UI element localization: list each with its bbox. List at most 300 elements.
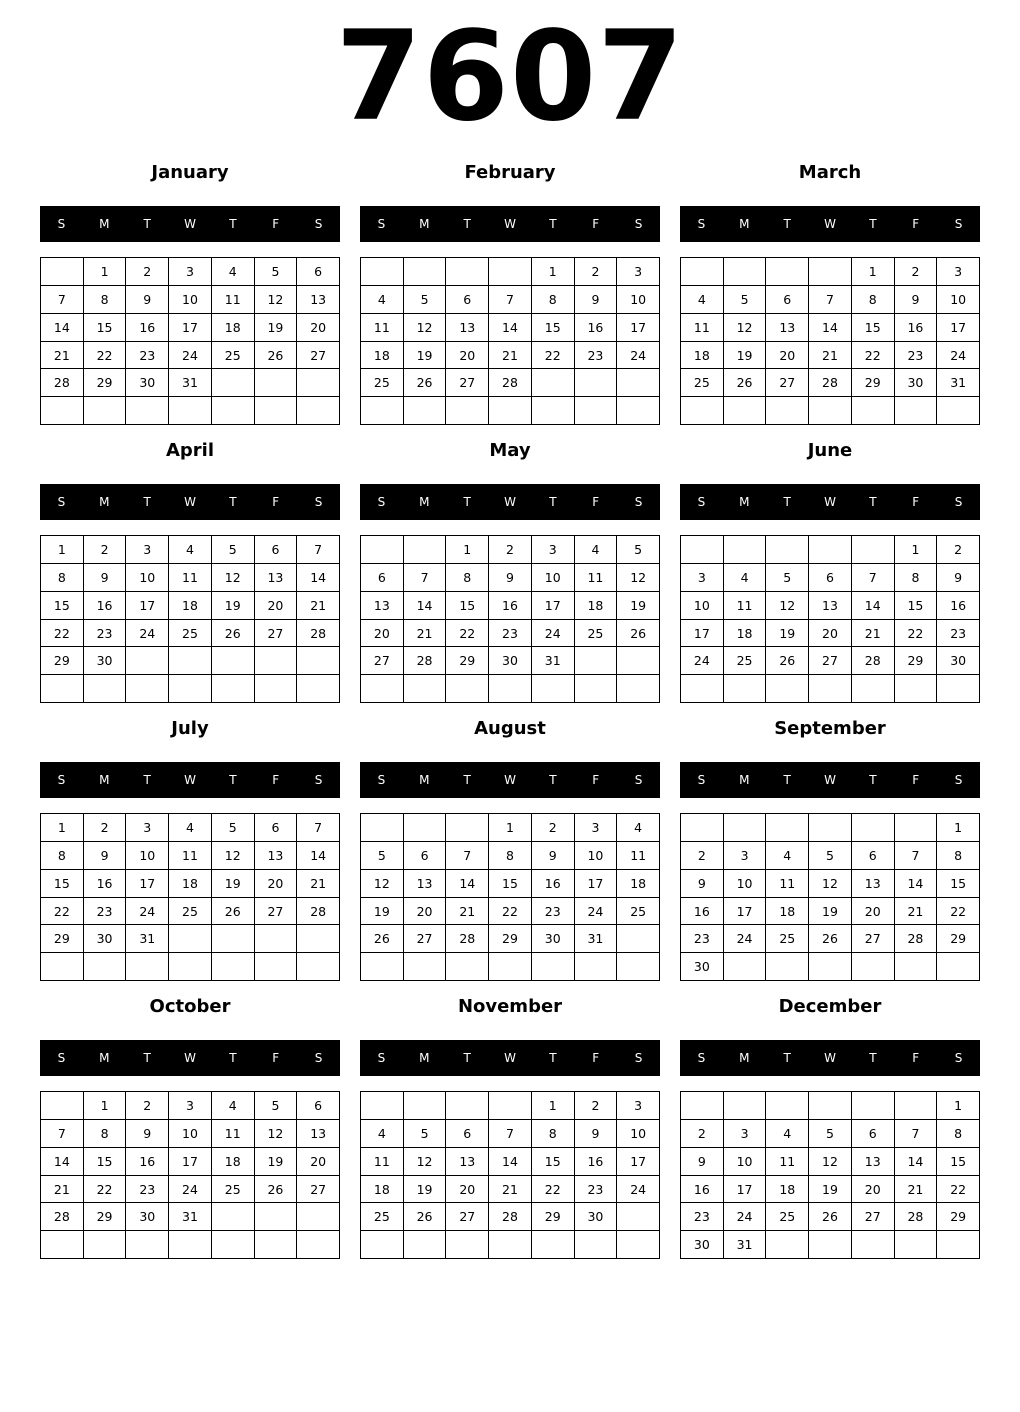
day-cell: 8 <box>937 1120 980 1148</box>
empty-cell <box>255 675 298 703</box>
day-cell: 19 <box>404 342 447 370</box>
weekday-header <box>680 206 980 242</box>
day-cell: 26 <box>212 898 255 926</box>
day-cell: 23 <box>575 342 618 370</box>
day-cell: 2 <box>84 814 127 842</box>
day-cell: 13 <box>404 870 447 898</box>
empty-cell <box>169 953 212 981</box>
weekday-label: T <box>869 773 877 787</box>
empty-cell <box>532 953 575 981</box>
day-cell: 2 <box>575 258 618 286</box>
day-cell: 16 <box>681 1176 724 1204</box>
day-cell: 31 <box>724 1231 767 1259</box>
empty-cell <box>212 953 255 981</box>
day-cell: 15 <box>41 592 84 620</box>
weekday-header <box>360 484 660 520</box>
weekday-label: M <box>419 217 430 231</box>
day-cell: 1 <box>41 536 84 564</box>
day-cell: 2 <box>532 814 575 842</box>
day-cell: 11 <box>212 1120 255 1148</box>
day-cell: 19 <box>766 620 809 648</box>
weekday-label: S <box>634 495 643 509</box>
empty-cell <box>169 397 212 425</box>
day-cell: 15 <box>852 314 895 342</box>
day-cell: 28 <box>446 925 489 953</box>
month-name: December <box>778 996 882 1017</box>
empty-cell <box>809 953 852 981</box>
day-cell: 29 <box>41 647 84 675</box>
empty-cell <box>617 675 660 703</box>
empty-cell <box>489 397 532 425</box>
empty-cell <box>361 258 404 286</box>
empty-cell <box>169 1231 212 1259</box>
day-cell: 9 <box>681 870 724 898</box>
day-cell: 2 <box>681 1120 724 1148</box>
day-grid <box>680 535 980 703</box>
empty-cell <box>361 536 404 564</box>
day-cell: 25 <box>361 1203 404 1231</box>
weekday-label: F <box>912 495 920 509</box>
day-cell: 17 <box>724 898 767 926</box>
day-cell: 23 <box>681 1203 724 1231</box>
weekday-label: W <box>504 217 516 231</box>
day-cell: 27 <box>361 647 404 675</box>
empty-cell <box>212 1231 255 1259</box>
day-cell: 8 <box>852 286 895 314</box>
day-cell: 21 <box>809 342 852 370</box>
empty-cell <box>84 397 127 425</box>
day-cell: 7 <box>446 842 489 870</box>
weekday-label: F <box>592 495 600 509</box>
day-cell: 18 <box>212 314 255 342</box>
weekday-label: W <box>824 773 836 787</box>
weekday-label: T <box>143 773 151 787</box>
day-cell: 25 <box>681 369 724 397</box>
weekday-label: T <box>783 495 791 509</box>
weekday-label: S <box>314 495 323 509</box>
day-cell: 28 <box>297 898 340 926</box>
empty-cell <box>404 675 447 703</box>
empty-cell <box>489 953 532 981</box>
day-cell: 3 <box>681 564 724 592</box>
weekday-header <box>40 762 340 798</box>
empty-cell <box>766 814 809 842</box>
weekday-label: S <box>57 495 66 509</box>
day-cell: 4 <box>361 286 404 314</box>
day-cell: 12 <box>361 870 404 898</box>
weekday-label: T <box>143 1051 151 1065</box>
day-cell: 1 <box>532 258 575 286</box>
empty-cell <box>446 953 489 981</box>
day-cell: 7 <box>489 286 532 314</box>
day-cell: 16 <box>84 592 127 620</box>
empty-cell <box>255 953 298 981</box>
empty-cell <box>724 675 767 703</box>
year-title: 7607 <box>335 5 685 149</box>
weekday-label: M <box>739 495 750 509</box>
day-cell: 27 <box>255 898 298 926</box>
empty-cell <box>404 536 447 564</box>
day-cell: 17 <box>575 870 618 898</box>
day-cell: 23 <box>489 620 532 648</box>
empty-cell <box>895 953 938 981</box>
day-cell: 12 <box>766 592 809 620</box>
empty-cell <box>297 369 340 397</box>
weekday-label: S <box>377 495 386 509</box>
day-cell: 16 <box>575 314 618 342</box>
day-cell: 17 <box>169 1148 212 1176</box>
empty-cell <box>84 953 127 981</box>
day-cell: 11 <box>766 1148 809 1176</box>
day-cell: 6 <box>446 1120 489 1148</box>
day-cell: 27 <box>446 369 489 397</box>
day-cell: 11 <box>766 870 809 898</box>
day-cell: 20 <box>255 592 298 620</box>
day-cell: 4 <box>681 286 724 314</box>
day-cell: 29 <box>937 1203 980 1231</box>
empty-cell <box>489 258 532 286</box>
empty-cell <box>297 647 340 675</box>
day-cell: 15 <box>84 1148 127 1176</box>
day-cell: 24 <box>126 620 169 648</box>
day-cell: 27 <box>809 647 852 675</box>
weekday-label: M <box>99 217 110 231</box>
day-cell: 5 <box>404 286 447 314</box>
empty-cell <box>126 647 169 675</box>
day-cell: 5 <box>809 1120 852 1148</box>
day-cell: 2 <box>84 536 127 564</box>
day-cell: 26 <box>404 369 447 397</box>
day-grid <box>360 257 660 425</box>
day-cell: 27 <box>766 369 809 397</box>
day-cell: 17 <box>681 620 724 648</box>
empty-cell <box>361 1231 404 1259</box>
weekday-header <box>360 762 660 798</box>
empty-cell <box>809 1092 852 1120</box>
day-cell: 26 <box>766 647 809 675</box>
empty-cell <box>724 397 767 425</box>
day-cell: 15 <box>446 592 489 620</box>
day-cell: 8 <box>41 842 84 870</box>
day-cell: 24 <box>681 647 724 675</box>
day-cell: 4 <box>724 564 767 592</box>
empty-cell <box>809 258 852 286</box>
day-cell: 2 <box>937 536 980 564</box>
day-cell: 5 <box>404 1120 447 1148</box>
day-cell: 12 <box>255 1120 298 1148</box>
weekday-label: M <box>419 1051 430 1065</box>
weekday-label: W <box>824 217 836 231</box>
day-cell: 7 <box>809 286 852 314</box>
day-cell: 25 <box>724 647 767 675</box>
day-cell: 30 <box>532 925 575 953</box>
weekday-label: F <box>912 1051 920 1065</box>
weekday-header <box>40 1040 340 1076</box>
day-cell: 10 <box>575 842 618 870</box>
weekday-label: S <box>697 495 706 509</box>
day-cell: 16 <box>126 1148 169 1176</box>
day-cell: 25 <box>575 620 618 648</box>
weekday-header <box>680 484 980 520</box>
day-cell: 28 <box>41 1203 84 1231</box>
day-cell: 4 <box>212 258 255 286</box>
day-cell: 8 <box>532 286 575 314</box>
day-cell: 8 <box>895 564 938 592</box>
day-cell: 12 <box>255 286 298 314</box>
empty-cell <box>84 675 127 703</box>
weekday-label: M <box>419 773 430 787</box>
empty-cell <box>681 1092 724 1120</box>
empty-cell <box>212 369 255 397</box>
weekday-header <box>40 484 340 520</box>
empty-cell <box>937 397 980 425</box>
empty-cell <box>724 536 767 564</box>
day-cell: 7 <box>489 1120 532 1148</box>
day-cell: 22 <box>532 1176 575 1204</box>
weekday-label: S <box>57 1051 66 1065</box>
weekday-label: S <box>954 773 963 787</box>
weekday-label: S <box>314 1051 323 1065</box>
day-cell: 1 <box>852 258 895 286</box>
day-cell: 12 <box>809 1148 852 1176</box>
day-cell: 13 <box>446 1148 489 1176</box>
empty-cell <box>489 1092 532 1120</box>
day-cell: 7 <box>41 286 84 314</box>
weekday-label: F <box>272 773 280 787</box>
day-cell: 9 <box>681 1148 724 1176</box>
empty-cell <box>169 925 212 953</box>
empty-cell <box>361 953 404 981</box>
day-cell: 12 <box>404 1148 447 1176</box>
empty-cell <box>41 258 84 286</box>
day-cell: 23 <box>532 898 575 926</box>
day-cell: 5 <box>809 842 852 870</box>
day-cell: 18 <box>766 1176 809 1204</box>
empty-cell <box>255 647 298 675</box>
day-cell: 9 <box>489 564 532 592</box>
empty-cell <box>446 675 489 703</box>
day-cell: 23 <box>575 1176 618 1204</box>
day-cell: 24 <box>169 1176 212 1204</box>
day-cell: 27 <box>404 925 447 953</box>
day-cell: 16 <box>681 898 724 926</box>
day-cell: 10 <box>532 564 575 592</box>
day-cell: 22 <box>41 898 84 926</box>
empty-cell <box>937 675 980 703</box>
day-cell: 13 <box>255 564 298 592</box>
day-cell: 27 <box>297 1176 340 1204</box>
day-cell: 8 <box>84 286 127 314</box>
day-cell: 21 <box>895 898 938 926</box>
empty-cell <box>852 675 895 703</box>
weekday-label: W <box>504 1051 516 1065</box>
day-cell: 15 <box>937 1148 980 1176</box>
weekday-label: T <box>783 773 791 787</box>
empty-cell <box>404 953 447 981</box>
day-cell: 27 <box>255 620 298 648</box>
day-cell: 11 <box>617 842 660 870</box>
empty-cell <box>852 397 895 425</box>
day-cell: 9 <box>937 564 980 592</box>
day-cell: 21 <box>41 1176 84 1204</box>
day-cell: 28 <box>297 620 340 648</box>
day-cell: 29 <box>532 1203 575 1231</box>
day-grid <box>360 535 660 703</box>
empty-cell <box>446 814 489 842</box>
day-cell: 21 <box>489 1176 532 1204</box>
empty-cell <box>126 1231 169 1259</box>
day-cell: 1 <box>84 258 127 286</box>
day-cell: 31 <box>575 925 618 953</box>
empty-cell <box>724 814 767 842</box>
day-grid <box>680 1091 980 1259</box>
day-cell: 18 <box>617 870 660 898</box>
day-cell: 23 <box>84 620 127 648</box>
day-cell: 6 <box>809 564 852 592</box>
weekday-label: S <box>634 773 643 787</box>
weekday-label: M <box>99 495 110 509</box>
day-cell: 5 <box>617 536 660 564</box>
empty-cell <box>489 675 532 703</box>
empty-cell <box>297 953 340 981</box>
day-cell: 12 <box>212 564 255 592</box>
weekday-label: S <box>634 1051 643 1065</box>
day-cell: 16 <box>489 592 532 620</box>
empty-cell <box>126 953 169 981</box>
day-cell: 31 <box>937 369 980 397</box>
empty-cell <box>681 814 724 842</box>
day-cell: 13 <box>361 592 404 620</box>
weekday-label: W <box>184 217 196 231</box>
weekday-label: T <box>229 217 237 231</box>
empty-cell <box>255 925 298 953</box>
day-cell: 26 <box>361 925 404 953</box>
day-cell: 5 <box>255 1092 298 1120</box>
weekday-label: W <box>504 773 516 787</box>
day-cell: 26 <box>404 1203 447 1231</box>
empty-cell <box>852 814 895 842</box>
empty-cell <box>681 536 724 564</box>
day-cell: 21 <box>404 620 447 648</box>
day-cell: 7 <box>297 536 340 564</box>
day-cell: 2 <box>126 258 169 286</box>
empty-cell <box>297 925 340 953</box>
day-cell: 24 <box>617 1176 660 1204</box>
day-cell: 5 <box>766 564 809 592</box>
day-cell: 13 <box>766 314 809 342</box>
day-cell: 28 <box>404 647 447 675</box>
day-cell: 22 <box>84 342 127 370</box>
weekday-label: S <box>697 1051 706 1065</box>
day-cell: 22 <box>41 620 84 648</box>
day-cell: 10 <box>126 564 169 592</box>
empty-cell <box>852 1231 895 1259</box>
empty-cell <box>255 369 298 397</box>
day-cell: 26 <box>809 1203 852 1231</box>
day-cell: 3 <box>937 258 980 286</box>
weekday-label: S <box>57 217 66 231</box>
day-cell: 11 <box>575 564 618 592</box>
day-cell: 18 <box>575 592 618 620</box>
empty-cell <box>361 675 404 703</box>
day-cell: 7 <box>297 814 340 842</box>
weekday-label: F <box>912 217 920 231</box>
weekday-label: M <box>739 773 750 787</box>
day-cell: 27 <box>297 342 340 370</box>
day-cell: 3 <box>724 842 767 870</box>
day-cell: 25 <box>212 342 255 370</box>
day-cell: 30 <box>84 647 127 675</box>
day-cell: 15 <box>532 314 575 342</box>
day-cell: 28 <box>809 369 852 397</box>
day-cell: 28 <box>895 1203 938 1231</box>
day-cell: 30 <box>489 647 532 675</box>
day-cell: 16 <box>84 870 127 898</box>
day-cell: 10 <box>937 286 980 314</box>
weekday-header <box>360 1040 660 1076</box>
weekday-label: S <box>377 1051 386 1065</box>
day-cell: 14 <box>489 1148 532 1176</box>
empty-cell <box>809 814 852 842</box>
day-cell: 9 <box>84 564 127 592</box>
weekday-label: M <box>739 1051 750 1065</box>
day-cell: 20 <box>297 1148 340 1176</box>
day-cell: 16 <box>126 314 169 342</box>
day-cell: 25 <box>766 1203 809 1231</box>
day-cell: 13 <box>255 842 298 870</box>
day-cell: 17 <box>532 592 575 620</box>
day-cell: 15 <box>937 870 980 898</box>
empty-cell <box>446 258 489 286</box>
day-cell: 24 <box>169 342 212 370</box>
day-cell: 20 <box>446 342 489 370</box>
empty-cell <box>404 1092 447 1120</box>
day-cell: 21 <box>852 620 895 648</box>
day-cell: 3 <box>617 258 660 286</box>
empty-cell <box>575 369 618 397</box>
day-cell: 28 <box>852 647 895 675</box>
empty-cell <box>41 1092 84 1120</box>
day-cell: 14 <box>895 870 938 898</box>
empty-cell <box>809 1231 852 1259</box>
day-cell: 22 <box>895 620 938 648</box>
empty-cell <box>895 1231 938 1259</box>
empty-cell <box>617 647 660 675</box>
weekday-label: S <box>954 217 963 231</box>
empty-cell <box>41 953 84 981</box>
day-cell: 29 <box>446 647 489 675</box>
day-cell: 24 <box>532 620 575 648</box>
day-cell: 14 <box>852 592 895 620</box>
day-cell: 17 <box>126 870 169 898</box>
day-cell: 20 <box>297 314 340 342</box>
empty-cell <box>255 1231 298 1259</box>
day-cell: 14 <box>41 314 84 342</box>
day-cell: 23 <box>895 342 938 370</box>
day-cell: 28 <box>895 925 938 953</box>
empty-cell <box>532 675 575 703</box>
weekday-label: S <box>954 495 963 509</box>
empty-cell <box>446 397 489 425</box>
weekday-label: T <box>463 773 471 787</box>
day-cell: 9 <box>575 1120 618 1148</box>
day-cell: 13 <box>809 592 852 620</box>
weekday-label: T <box>143 495 151 509</box>
day-cell: 24 <box>617 342 660 370</box>
day-cell: 3 <box>169 258 212 286</box>
empty-cell <box>617 369 660 397</box>
day-cell: 22 <box>489 898 532 926</box>
